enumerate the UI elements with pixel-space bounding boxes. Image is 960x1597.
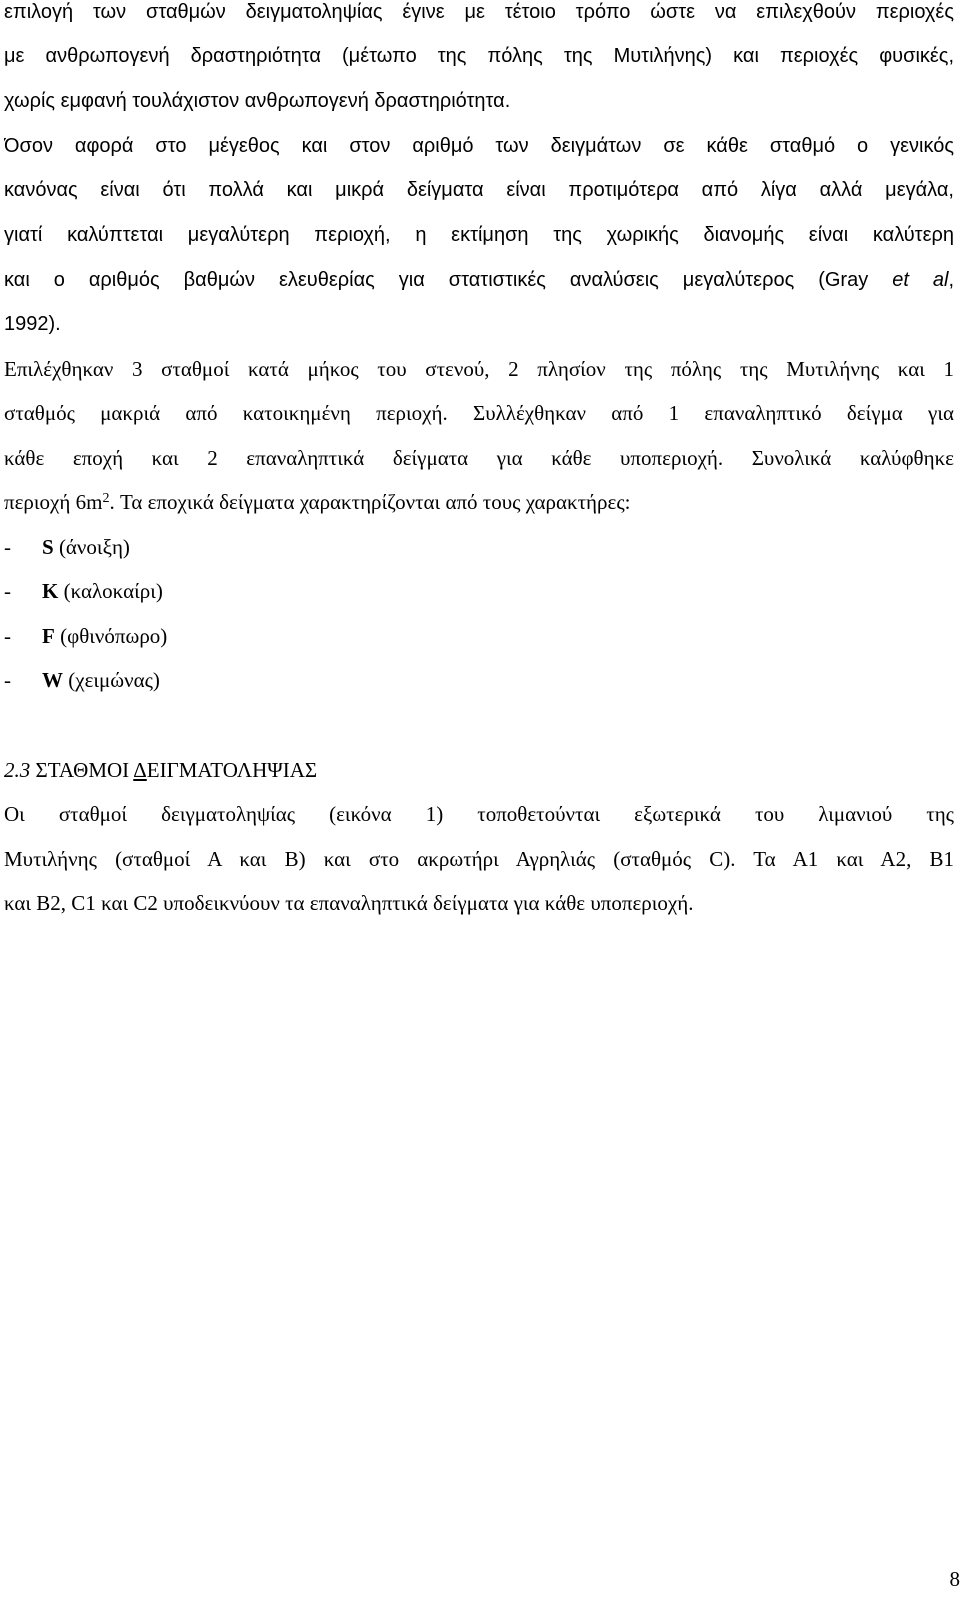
list-dash: - (4, 579, 11, 603)
season-label: (χειμώνας) (63, 668, 160, 692)
paragraph-3-line-2: σταθμός μακριά από κατοικημένη περιοχή. Συλλέχθηκαν από 1 επαναληπτικό δείγμα για (4, 401, 954, 425)
paragraph-4-line-2: Μυτιλήνης (σταθμοί Α και Β) και στο ακρωτήρι Αγρηλιάς (σταθμός C). Τα Α1 και Α2, Β1 (4, 847, 954, 871)
season-list-item (4, 535, 130, 559)
area-text: περιοχή 6m (4, 490, 103, 514)
season-code: F (42, 624, 55, 648)
list-dash: - (4, 624, 11, 648)
season-list-item (4, 579, 163, 603)
page-number: 8 (949, 1567, 960, 1591)
area-exponent: 2 (102, 491, 110, 506)
section-heading (4, 758, 317, 782)
paragraph-3-line-1: Επιλέχθηκαν 3 σταθμοί κατά μήκος του στενού, 2 πλησίον της πόλης της Μυτιλήνης και 1 (4, 357, 954, 381)
paragraph-3-line-3: κάθε εποχή και 2 επαναληπτικά δείγματα για κάθε υποπεριοχή. Συνολικά καλύφθηκε (4, 446, 954, 470)
section-title-part: ΣΤΑΘΜΟΙ (30, 758, 134, 782)
list-dash: - (4, 668, 11, 692)
season-code: S (42, 535, 54, 559)
paragraph-4-line-1: Οι σταθμοί δειγματοληψίας (εικόνα 1) τοποθετούνται εξωτερικά του λιμανιού της (4, 802, 954, 826)
paragraph-3-line-4-rest: . Τα εποχικά δείγματα χαρακτηρίζονται από τους χαρακτήρες: (109, 490, 631, 514)
season-label: (άνοιξη) (53, 535, 130, 559)
section-title-rest: ΕΙΓΜΑΤΟΛΗΨΙΑΣ (146, 758, 318, 782)
paragraph-2-line-4-text: και ο αριθμός βαθμών ελευθερίας για στατιστικές αναλύσεις μεγαλύτερος (Gray (4, 269, 893, 291)
season-label: (φθινόπωρο) (54, 624, 168, 648)
season-code: K (42, 579, 59, 603)
paragraph-3-line-4 (4, 490, 631, 514)
season-label: (καλοκαίρι) (58, 579, 163, 603)
section-number: 2.3 (4, 758, 31, 782)
citation-et-al: et al (892, 269, 949, 291)
season-code: W (42, 668, 63, 692)
paragraph-1-line-2: με ανθρωπογενή δραστηριότητα (μέτωπο της πόλης της Μυτιλήνης) και περιοχές φυσικές, (4, 45, 954, 67)
paragraph-2-line-4-comma: , (948, 269, 954, 291)
paragraph-2-line-1: Όσον αφορά στο μέγεθος και στον αριθμό των δειγμάτων σε κάθε σταθμό ο γενικός (4, 135, 954, 157)
paragraph-2-line-2: κανόνας είναι ότι πολλά και μικρά δείγματα είναι προτιμότερα από λίγα αλλά μεγάλα, (4, 179, 954, 201)
paragraph-1-line-3: χωρίς εμφανή τουλάχιστον ανθρωπογενή δραστηριότητα. (4, 90, 511, 112)
paragraph-2-line-5: 1992). (4, 313, 61, 335)
section-title-underlined-letter: Δ (133, 758, 147, 782)
paragraph-2-line-3: γιατί καλύπτεται μεγαλύτερη περιοχή, η εκτίμηση της χωρικής διανομής είναι καλύτερη (4, 224, 954, 246)
season-list-item (4, 668, 160, 692)
paragraph-1-line-1: επιλογή των σταθμών δειγματοληψίας έγινε με τέτοιο τρόπο ώστε να επιλεχθούν περιοχές (4, 1, 954, 23)
list-dash: - (4, 535, 11, 559)
paragraph-2-line-4 (4, 268, 954, 292)
paragraph-4-line-3: και Β2, C1 και C2 υποδεικνύουν τα επαναληπτικά δείγματα για κάθε υποπεριοχή. (4, 891, 694, 915)
season-list-item (4, 624, 167, 648)
